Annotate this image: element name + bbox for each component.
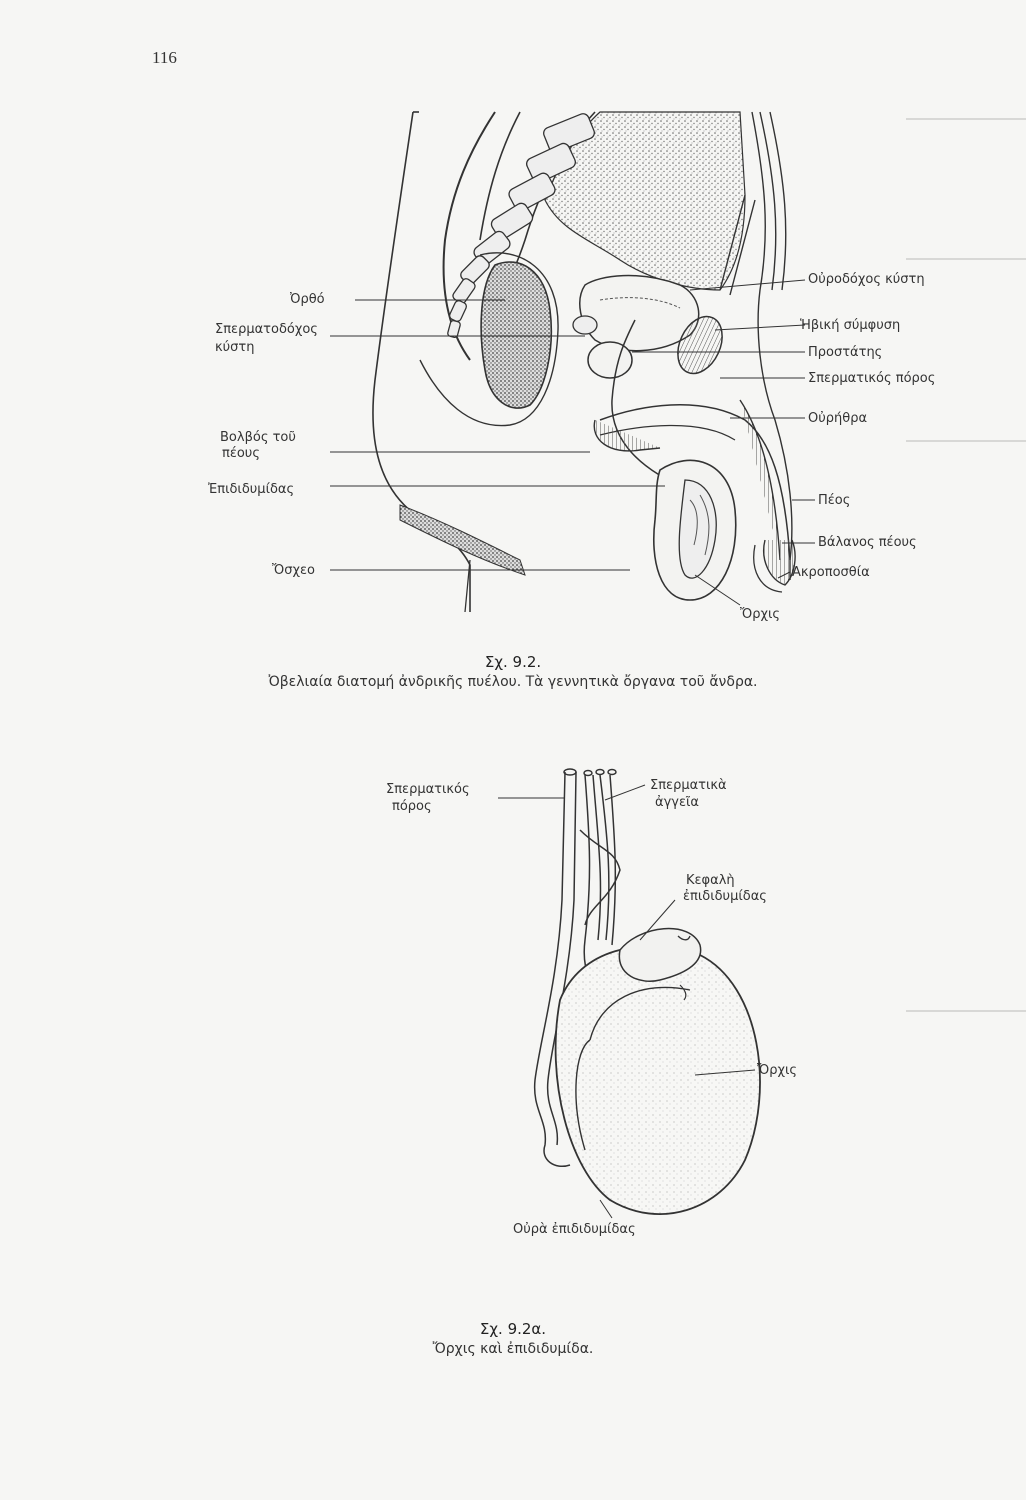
- label-penile-bulb: Βολβός τοῦ: [220, 430, 296, 445]
- label-foreskin: Ἀκροποσθία: [792, 565, 870, 580]
- figure-1-caption: Ὀβελιαία διατομή ἀνδρικῆς πυέλου. Τὰ γεννητικὰ ὄργανα τοῦ ἄνδρα.: [268, 674, 758, 690]
- label-urethra: Οὐρήθρα: [808, 411, 868, 426]
- label-penile-bulb-line2: πέους: [222, 446, 260, 461]
- label-epididymis-head-line2: ἐπιδιδυμίδας: [683, 889, 767, 904]
- label-spermatic-cord-duct: Σπερματικός: [386, 782, 470, 797]
- label-spermatic-vessels: Σπερματικὰ: [650, 778, 727, 793]
- label-spermatic-vessels-line2: ἀγγεῖα: [655, 795, 699, 810]
- label-glans: Βάλανος πέους: [818, 535, 917, 550]
- label-epididymis-tail: Οὐρὰ ἐπιδιδυμίδας: [513, 1222, 636, 1237]
- label-spermatic-cord-duct-line2: πόρος: [392, 799, 432, 814]
- label-scrotum: Ὄσχεο: [272, 563, 315, 578]
- label-rectum: Ὀρθό: [290, 292, 325, 307]
- label-prostate: Προστάτης: [808, 345, 883, 360]
- label-epididymis: Ἐπιδιδυμίδας: [208, 482, 295, 497]
- label-testis-2: Ὄρχις: [757, 1063, 797, 1078]
- label-urinary-bladder: Οὐροδόχος κύστη: [808, 272, 925, 287]
- label-vas-deferens: Σπερματικός πόρος: [808, 371, 936, 386]
- label-penis: Πέος: [818, 493, 851, 508]
- figure-1-number: Σχ. 9.2.: [484, 653, 542, 671]
- label-seminal-vesicle-line2: κύστη: [215, 340, 255, 355]
- label-pubic-symphysis: Ἡβική σύμφυση: [800, 318, 901, 333]
- figure-2-caption: Ὄρχις καὶ ἐπιδιδυμίδα.: [432, 1341, 594, 1357]
- page-number: 116: [152, 48, 177, 67]
- label-epididymis-head: Κεφαλὴ: [686, 873, 735, 888]
- label-seminal-vesicle: Σπερματοδόχος: [215, 322, 318, 337]
- label-testis: Ὄρχις: [740, 607, 780, 622]
- figure-2-number: Σχ. 9.2α.: [479, 1320, 547, 1338]
